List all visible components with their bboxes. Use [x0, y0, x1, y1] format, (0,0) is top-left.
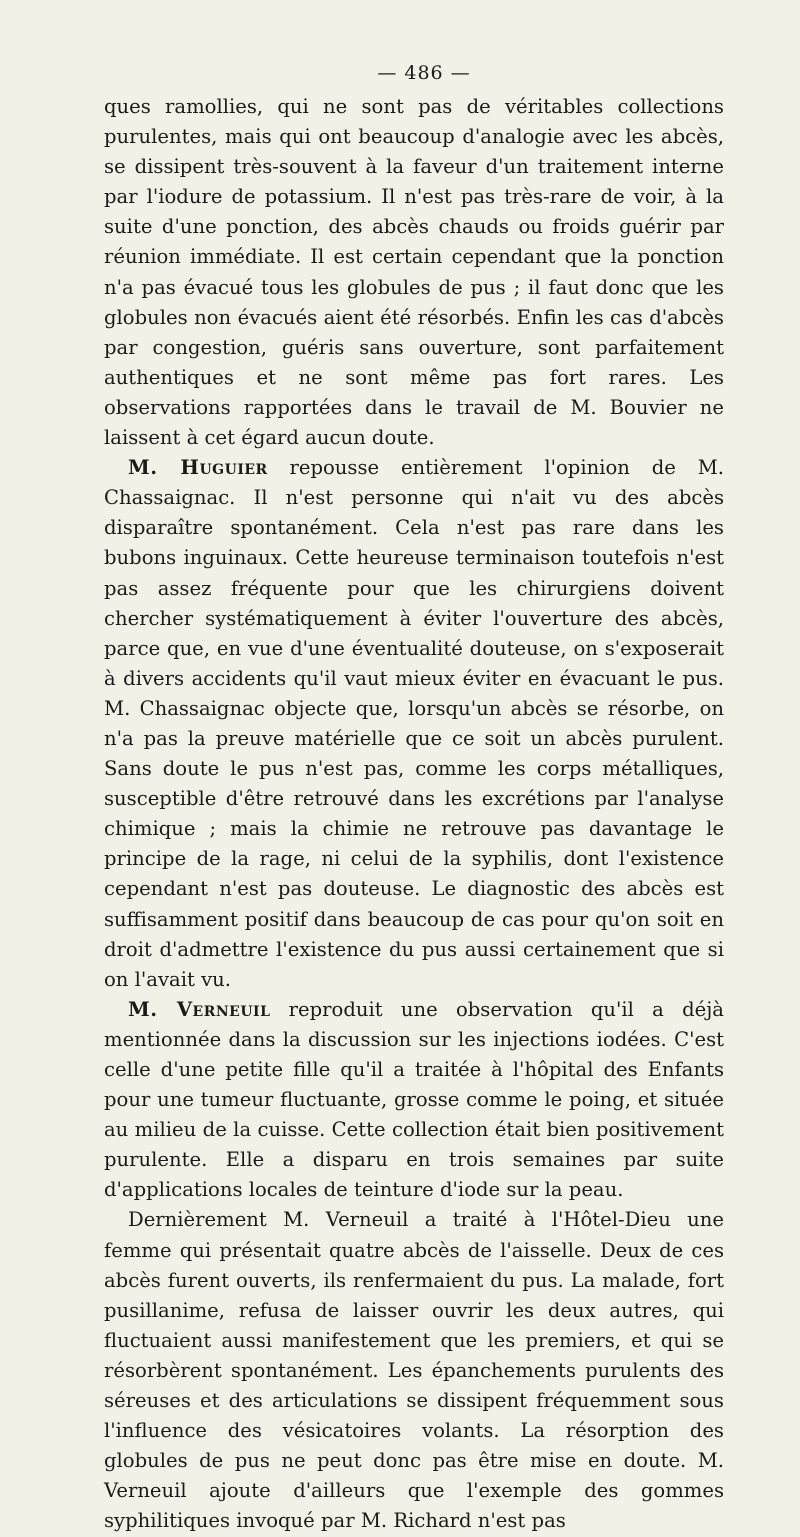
speaker-name: M. Verneuil: [128, 997, 271, 1021]
paragraph-text: repousse entièrement l'opinion de M. Chassaignac. Il n'est personne qui n'ait vu des abcès disparaître spontanément. Cela n'est pas rare dans les bubons inguinaux. Cette heureuse terminaison toutefois n'est pas assez fréquente pour que les chirurgiens doivent chercher systématiquement à éviter l'ouverture des abcès, parce que, en vue d'une éventualité douteuse, on s'exposerait à divers accidents qu'il vaut mieux éviter en évacuant le pus. M. Chassaignac objecte que, lorsqu'un abcès se résorbe, on n'a pas la preuve matérielle que ce soit un abcès purulent. Sans doute le pus n'est pas, comme les corps métalliques, susceptible d'être retrouvé dans les excrétions par l'analyse chimique ; mais la chimie ne retrouve pas davantage le principe de la rage, ni celui de la syphilis, dont l'existence cependant n'est pas douteuse. Le diagnostic des abcès est suffisamment positif dans beaucoup de cas pour qu'on soit en droit d'admettre l'existence du pus aussi certainement que si on l'avait vu.: [104, 456, 724, 991]
paragraph-verneuil: [104, 995, 724, 1206]
paragraph-text: reproduit une observation qu'il a déjà mentionnée dans la discussion sur les injections iodées. C'est celle d'une petite fille qu'il a traitée à l'hôpital des Enfants pour une tumeur fluctuante, grosse comme le poing, et située au milieu de la cuisse. Cette collection était bien positivement purulente. Elle a disparu en trois semaines par suite d'applications locales de teinture d'iode sur la peau.: [104, 997, 724, 1202]
page-number: — 486 —: [377, 62, 471, 84]
paragraph-dernierement: [104, 1205, 724, 1536]
paragraph-continuation: [104, 92, 724, 453]
paragraph-huguier: [104, 453, 724, 995]
speaker-name: M. Huguier: [128, 456, 268, 480]
paragraph-text: Dernièrement M. Verneuil a traité à l'Hôtel-Dieu une femme qui présentait quatre abcès de l'aisselle. Deux de ces abcès furent ouverts, ils renfermaient du pus. La malade, fort pusillanime, refusa de laisser ouvrir les deux autres, qui fluctuaient aussi manifestement que les premiers, et qui se résorbèrent spontanément. Les épanchements purulents des séreuses et des articulations se dissipent fréquemment sous l'influence des vésicatoires volants. La résorption des globules de pus ne peut donc pas être mise en doute. M. Verneuil ajoute d'ailleurs que l'exemple des gommes syphilitiques invoqué par M. Richard n'est pas: [104, 1208, 724, 1533]
paragraph-text: ques ramollies, qui ne sont pas de véritables collections purulentes, mais qui ont beaucoup d'analogie avec les abcès, se dissipent très-souvent à la faveur d'un traitement interne par l'iodure de potassium. Il n'est pas très-rare de voir, à la suite d'une ponction, des abcès chauds ou froids guérir par réunion immédiate. Il est certain cependant que la ponction n'a pas évacué tous les globules de pus ; il faut donc que les globules non évacués aient été résorbés. Enfin les cas d'abcès par congestion, guéris sans ouverture, sont parfaitement authentiques et ne sont même pas fort rares. Les observations rapportées dans le travail de M. Bouvier ne laissent à cet égard aucun doute.: [104, 95, 724, 450]
